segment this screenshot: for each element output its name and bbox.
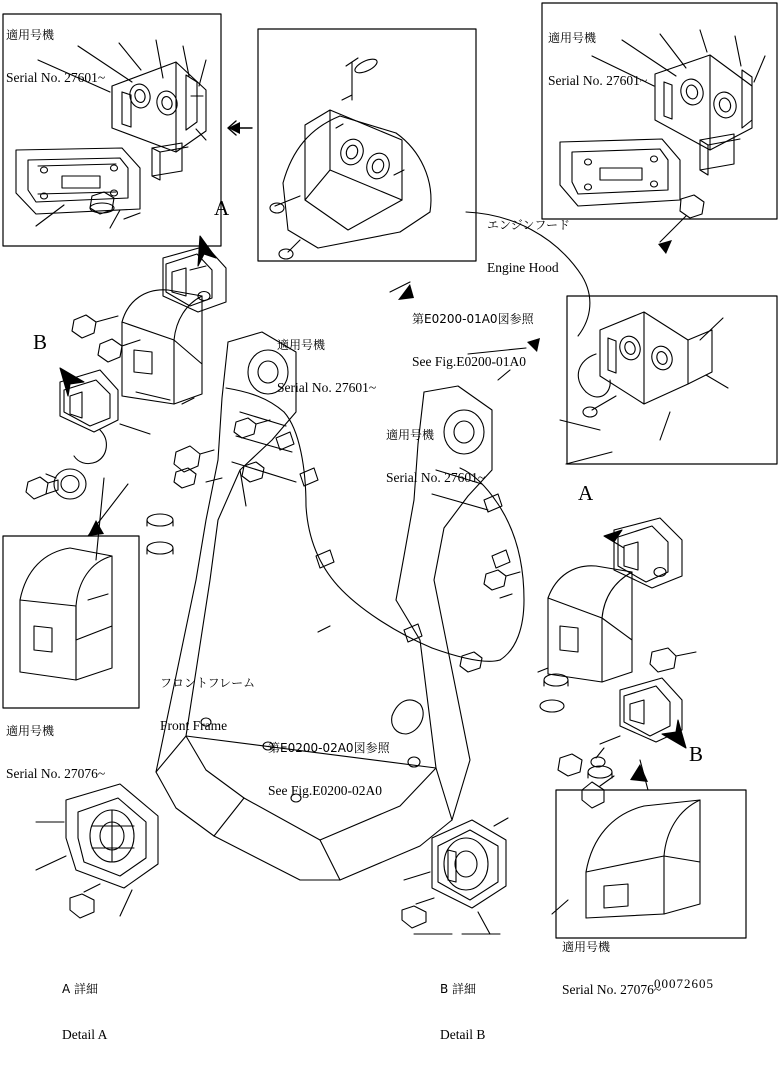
see-fig-02a0-jp: 第E0200-02A0図参照: [268, 741, 390, 755]
serial-label-bottom-right-jp: 適用号機: [562, 940, 611, 954]
see-fig-01a0-callout: [412, 284, 534, 397]
marker-b-left: B: [33, 330, 48, 354]
serial-label-top-right-jp: 適用号機: [548, 31, 597, 45]
serial-label-center: [277, 310, 376, 423]
serial-label-top-right-en: Serial No. 27601~: [548, 73, 648, 88]
see-fig-02a0-callout: [268, 713, 390, 826]
serial-label-bottom-right-en: Serial No. 27076~: [562, 982, 662, 997]
detail-b-label-jp: B 詳細: [440, 982, 477, 996]
detail-a-label-jp: A 詳細: [62, 982, 99, 996]
see-fig-01a0-jp: 第E0200-01A0図参照: [412, 312, 534, 326]
detail-a-label-en: Detail A: [62, 1027, 108, 1042]
detail-b-label: [440, 952, 485, 1072]
engine-hood-callout-en: Engine Hood: [487, 260, 559, 275]
serial-label-center-jp: 適用号機: [277, 338, 326, 352]
see-fig-02a0-en: See Fig.E0200-02A0: [268, 783, 382, 798]
serial-label-left-lower-jp: 適用号機: [6, 724, 55, 738]
serial-label-left-lower-en: Serial No. 27076~: [6, 766, 106, 781]
serial-label-center-en: Serial No. 27601~: [277, 380, 377, 395]
detail-a-label: [62, 952, 107, 1072]
serial-label-top-left: [6, 0, 105, 113]
drawing-part-number: 00072605: [654, 976, 714, 991]
serial-label-top-right: [548, 3, 647, 116]
front-frame-callout-en: Front Frame: [160, 718, 228, 733]
serial-label-right-middle-jp: 適用号機: [386, 428, 435, 442]
marker-a-upper: A: [214, 196, 230, 220]
serial-label-top-left-en: Serial No. 27601~: [6, 70, 106, 85]
serial-label-bottom-right: [562, 912, 661, 1025]
see-fig-01a0-en: See Fig.E0200-01A0: [412, 354, 526, 369]
serial-label-top-left-jp: 適用号機: [6, 28, 55, 42]
front-frame-callout-jp: フロントフレーム: [160, 676, 256, 690]
engine-hood-callout-jp: エンジンフード: [487, 218, 571, 232]
marker-b-right: B: [689, 742, 704, 766]
detail-b-label-en: Detail B: [440, 1027, 486, 1042]
serial-label-right-middle-en: Serial No. 27601~: [386, 470, 486, 485]
serial-label-left-lower: [6, 696, 105, 809]
front-frame-callout: [160, 648, 255, 761]
marker-a-right: A: [578, 481, 594, 505]
serial-label-right-middle: [386, 400, 485, 513]
